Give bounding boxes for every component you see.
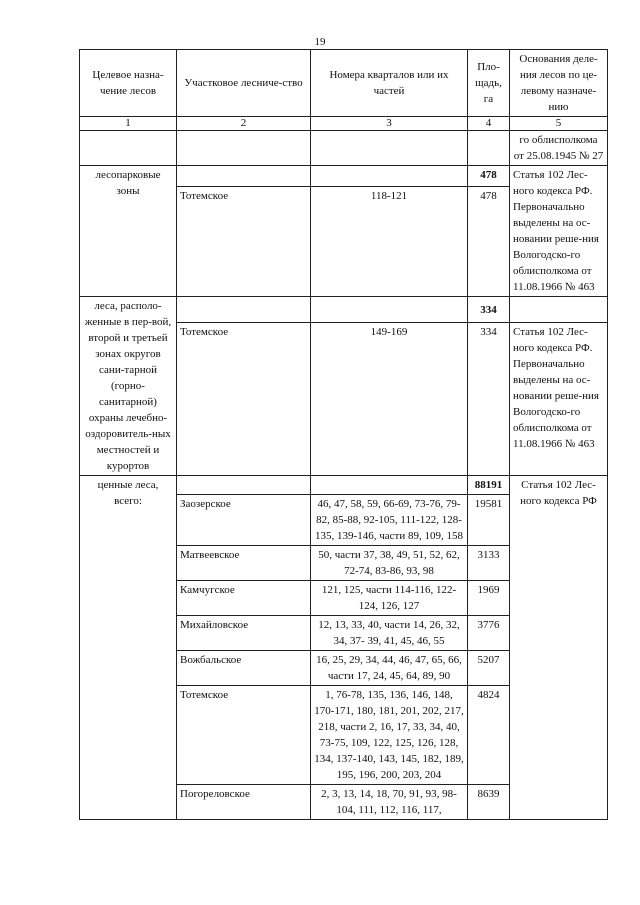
header-purpose: Целевое назна-чение лесов — [80, 50, 177, 117]
quarters-cell: 2, 3, 13, 14, 18, 70, 91, 93, 98-104, 111, 112, 116, 117, — [311, 785, 468, 820]
area-cell: 19581 — [468, 495, 510, 546]
table-cell — [311, 131, 468, 166]
purpose-cell: ценные леса, всего: — [80, 476, 177, 820]
area-cell: 478 — [468, 187, 510, 297]
quarters-cell: 1, 76-78, 135, 136, 146, 148, 170-171, 180, 181, 201, 202, 217, 218, части 2, 16, 17, 33, 34, 40, 73-75, 109, 122, 125, 126, 128, 134, 137-140, 143, 145, 182, 189, 195, 196, 200, 203, 204 — [311, 686, 468, 785]
table-cell — [80, 131, 177, 166]
section-total: 334 — [468, 297, 510, 323]
forestry-cell: Заозерское — [177, 495, 311, 546]
column-number: 4 — [468, 117, 510, 131]
forestry-cell: Тотемское — [177, 686, 311, 785]
column-number-row — [80, 117, 608, 131]
column-number: 2 — [177, 117, 311, 131]
column-number: 5 — [510, 117, 608, 131]
table-cell — [468, 131, 510, 166]
section-total-row — [80, 297, 608, 323]
table-cell — [177, 476, 311, 495]
basis-cell: Статья 102 Лес-ного кодекса РФ. Первоначально выделены на ос-новании реше-ния Вологодско-го облисполкома от 11.08.1966 № 463 — [510, 323, 608, 476]
quarters-cell: 16, 25, 29, 34, 44, 46, 47, 65, 66, части 17, 24, 45, 64, 89, 90 — [311, 651, 468, 686]
table-header-row — [80, 50, 608, 117]
table-cell — [177, 297, 311, 323]
forestry-cell: Тотемское — [177, 323, 311, 476]
column-number: 3 — [311, 117, 468, 131]
forestry-cell: Камчугское — [177, 581, 311, 616]
page-number: 19 — [314, 36, 326, 48]
header-quarters: Номера кварталов или их частей — [311, 50, 468, 117]
section-total: 478 — [468, 166, 510, 187]
basis-cell: Статья 102 Лес-ного кодекса РФ — [510, 476, 608, 820]
quarters-cell: 12, 13, 33, 40, части 14, 26, 32, 34, 37- 39, 41, 45, 46, 55 — [311, 616, 468, 651]
quarters-cell: 118-121 — [311, 187, 468, 297]
section-total-row — [80, 166, 608, 187]
table-cell — [510, 297, 608, 323]
purpose-cell: лесопарковые зоны — [80, 166, 177, 297]
basis-cell: Статья 102 Лес-ного кодекса РФ. Первоначально выделены на ос-новании реше-ния Вологодско-го облисполкома от 11.08.1966 № 463 — [510, 166, 608, 297]
column-number: 1 — [80, 117, 177, 131]
forestry-cell: Михайловское — [177, 616, 311, 651]
area-cell: 1969 — [468, 581, 510, 616]
section-total-row — [80, 476, 608, 495]
quarters-cell: 149-169 — [311, 323, 468, 476]
quarters-cell: 50, части 37, 38, 49, 51, 52, 62, 72-74, 83-86, 93, 98 — [311, 546, 468, 581]
forest-purpose-table — [79, 49, 608, 820]
area-cell: 5207 — [468, 651, 510, 686]
forestry-cell: Вожбальское — [177, 651, 311, 686]
header-area: Пло-щадь, га — [468, 50, 510, 117]
area-cell: 3776 — [468, 616, 510, 651]
table-cell — [177, 131, 311, 166]
area-cell: 334 — [468, 323, 510, 476]
area-cell: 8639 — [468, 785, 510, 820]
quarters-cell: 121, 125, части 114-116, 122-124, 126, 127 — [311, 581, 468, 616]
forestry-cell: Тотемское — [177, 187, 311, 297]
section-total: 88191 — [468, 476, 510, 495]
quarters-cell: 46, 47, 58, 59, 66-69, 73-76, 79-82, 85-88, 92-105, 111-122, 128-135, 139-146, части 89, 109, 158 — [311, 495, 468, 546]
table-cell — [311, 476, 468, 495]
forestry-cell: Погореловское — [177, 785, 311, 820]
area-cell: 3133 — [468, 546, 510, 581]
area-cell: 4824 — [468, 686, 510, 785]
basis-cell: го облисполкома от 25.08.1945 № 27 — [510, 131, 608, 166]
header-basis: Основания деле-ния лесов по це-левому назначе-нию — [510, 50, 608, 117]
forestry-cell: Матвеевское — [177, 546, 311, 581]
continuation-row — [80, 131, 608, 166]
table-cell — [311, 166, 468, 187]
header-forestry: Участковое лесниче-ство — [177, 50, 311, 117]
table-cell — [311, 297, 468, 323]
table-cell — [177, 166, 311, 187]
purpose-cell: леса, располо-женные в пер-вой, второй и третьей зонах округов сани-тарной (горно-санитарной) охраны лечебно-оздоровитель-ных местностей и курортов — [80, 297, 177, 476]
